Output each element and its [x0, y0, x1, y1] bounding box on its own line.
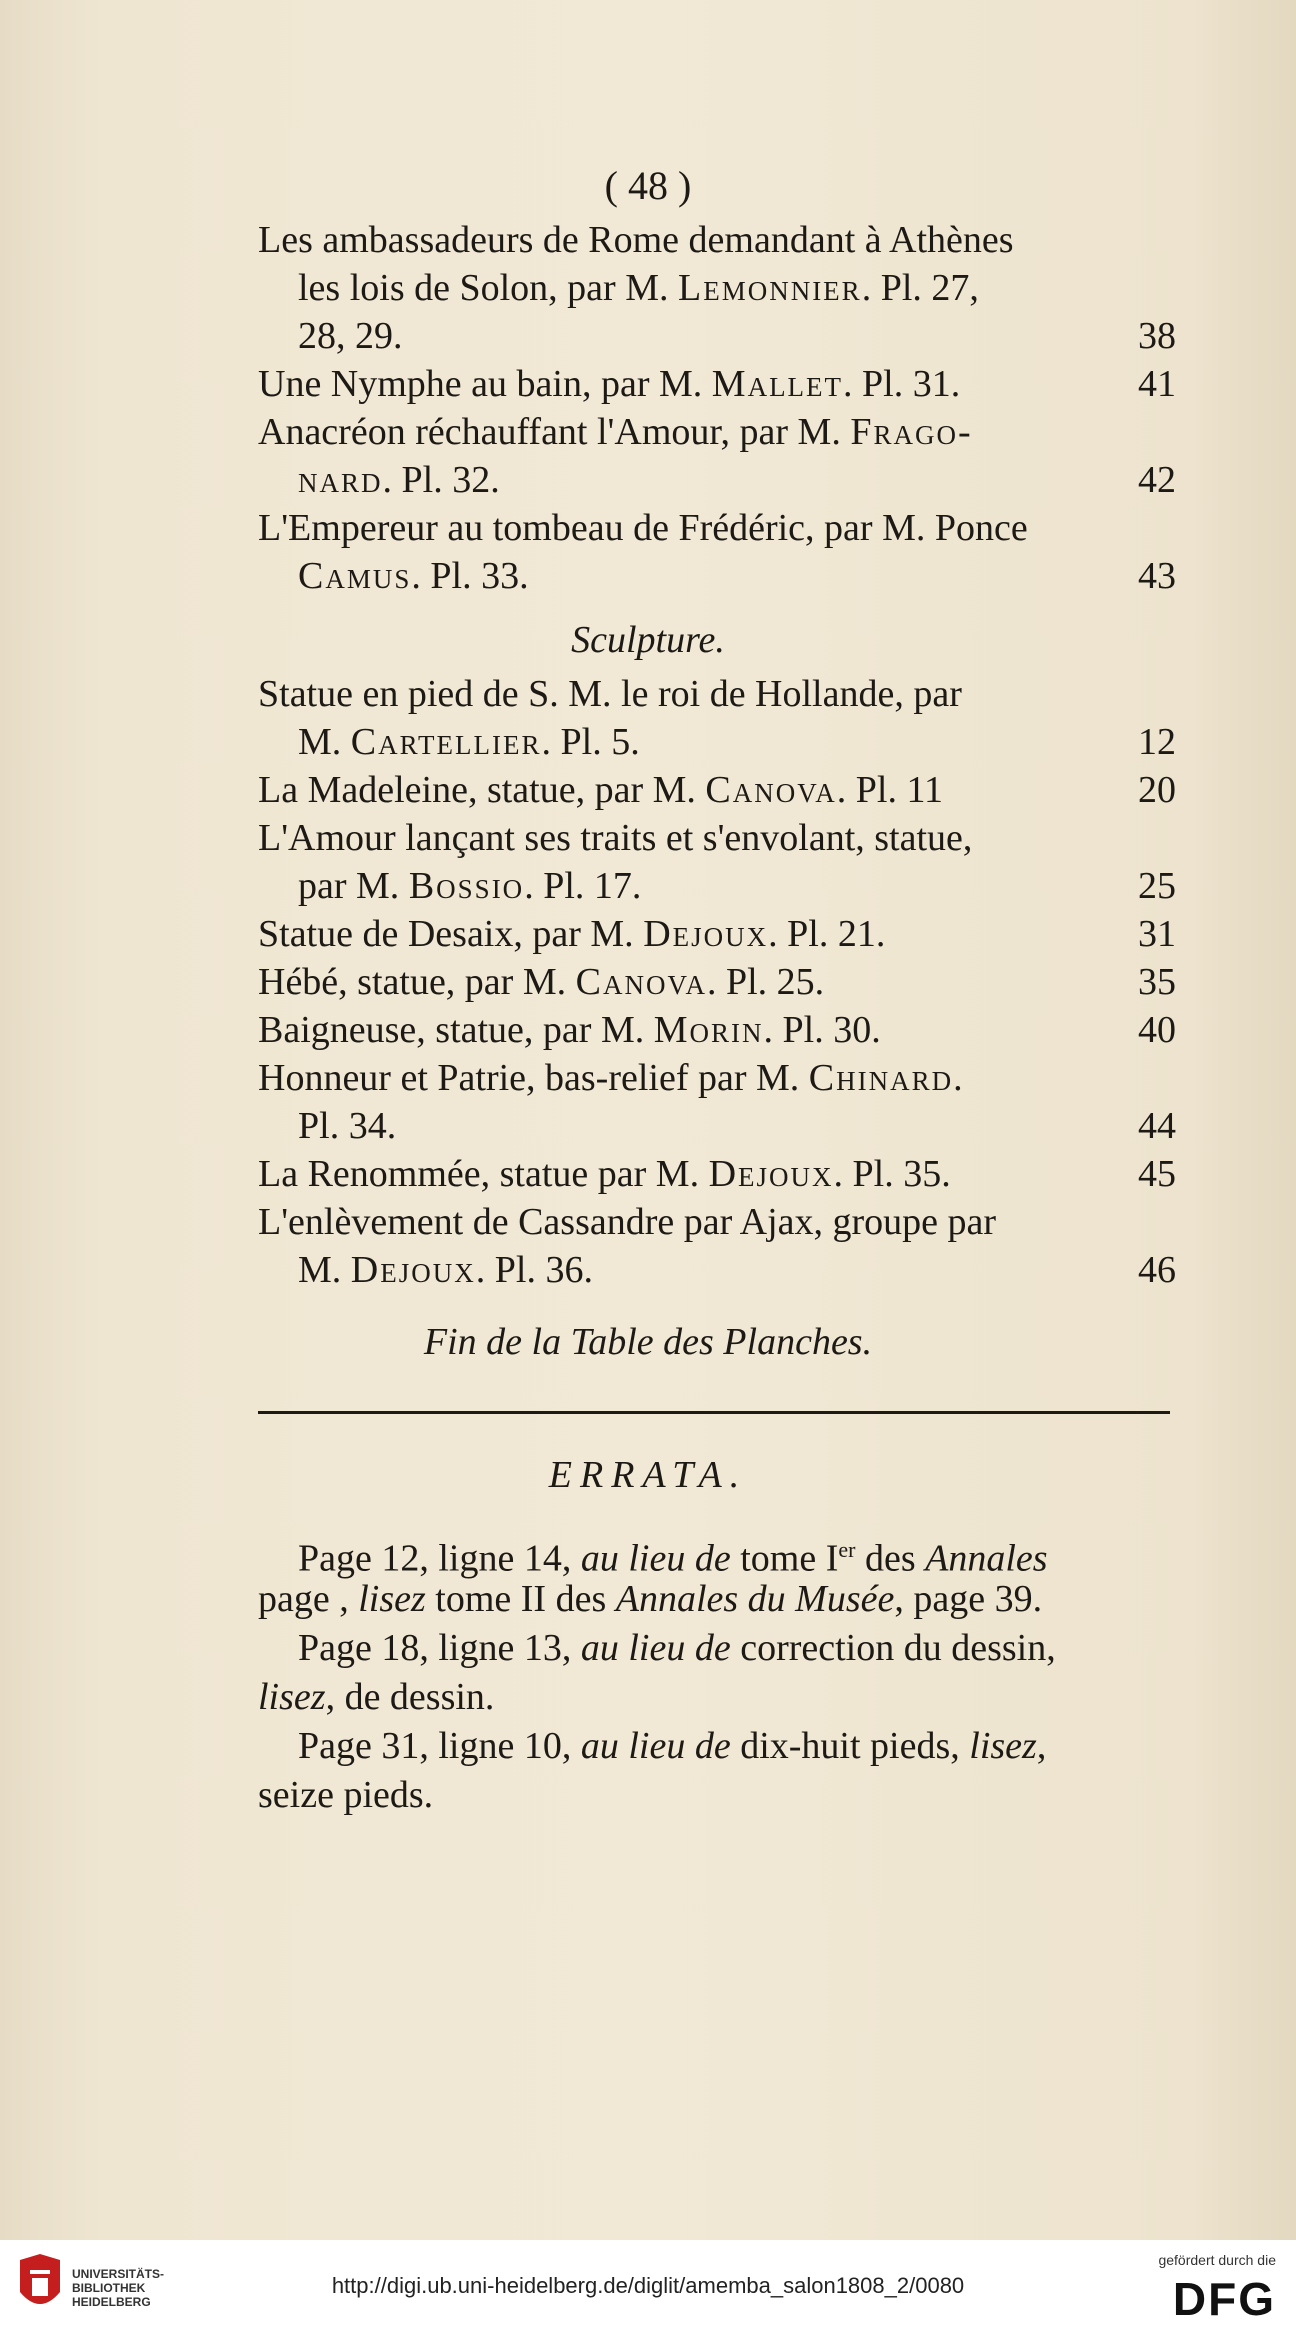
entry-line [258, 816, 972, 860]
text-run: . Pl. 35. [833, 1153, 951, 1195]
text-run: Page 12, ligne 14, [298, 1537, 581, 1580]
errata-line [298, 1626, 1056, 1670]
text-run: , de dessin. [325, 1676, 495, 1718]
text-run: . Pl. 31. [843, 363, 961, 405]
entry-line [298, 1104, 396, 1148]
entry-line [258, 960, 824, 1004]
entry-line [298, 1248, 593, 1292]
text-run: Bossio [408, 865, 525, 907]
library-line: HEIDELBERG [72, 2295, 151, 2309]
text-run: . Pl. 27, [861, 267, 979, 309]
entry-line [258, 1152, 951, 1196]
text-run: tome II des [425, 1578, 616, 1620]
footer-bar [0, 2240, 1296, 2335]
entry-page-number: 40 [1138, 1009, 1176, 1051]
text-run: Lemonnier [677, 267, 862, 309]
text-run: Annales [925, 1537, 1048, 1580]
entry-line [258, 410, 973, 454]
text-run: Anacréon réchauffant l'Amour, par M. [258, 411, 851, 453]
text-run: au lieu de [580, 1537, 731, 1580]
text-run: . Pl. 30. [763, 1009, 881, 1051]
errata-line [298, 1528, 1048, 1581]
divider-rule [258, 1411, 1170, 1414]
text-run: Morin [653, 1009, 764, 1051]
entry-line [258, 506, 1028, 550]
text-run: Camus [298, 555, 412, 597]
text-run: . Pl. 36. [475, 1249, 593, 1291]
text-run: des [855, 1537, 926, 1580]
text-run: Pl. 34. [298, 1105, 397, 1147]
text-run: correction du dessin, [730, 1627, 1056, 1669]
text-run: Chinard [808, 1057, 954, 1099]
text-run: L'Empereur au tombeau de Frédéric, par M. Ponce [258, 507, 1028, 549]
text-run: lisez [358, 1578, 426, 1620]
text-run: M. [298, 721, 351, 763]
text-run: seize pieds. [258, 1774, 434, 1816]
entry-line [258, 672, 962, 716]
text-run: Annales du Musée [615, 1578, 895, 1620]
text-run: tome I [730, 1537, 839, 1580]
text-run: Cartellier [350, 721, 542, 763]
text-run: Les ambassadeurs de Rome demandant à Athènes [258, 219, 1014, 261]
entry-line [258, 768, 943, 812]
text-run: dix-huit pieds, [730, 1725, 970, 1767]
entry-page-number: 25 [1138, 865, 1176, 907]
text-run: , [1036, 1725, 1047, 1767]
text-run: par M. [298, 865, 409, 907]
entry-line [258, 218, 1014, 262]
text-run: . Pl. 25. [706, 961, 825, 1003]
text-run: les lois de Solon, par M. [298, 267, 678, 309]
text-run: Une Nymphe au bain, par M. [258, 363, 712, 405]
entry-page-number: 12 [1138, 721, 1176, 763]
text-run: Mallet [711, 363, 844, 405]
dfg-logo: DFG [1172, 2273, 1276, 2325]
entry-line [298, 458, 500, 502]
entry-line [298, 720, 640, 764]
text-run: Dejoux [643, 913, 769, 955]
entry-page-number: 43 [1138, 555, 1176, 597]
entry-line [258, 1056, 963, 1100]
entry-line [298, 864, 641, 908]
text-run: . Pl. 11 [836, 769, 944, 811]
entry-page-number: 20 [1138, 769, 1176, 811]
entry-page-number: 46 [1138, 1249, 1176, 1291]
text-run: . [953, 1057, 963, 1099]
errata-line [298, 1724, 1046, 1768]
entry-line [298, 266, 979, 310]
entry-line [258, 912, 885, 956]
text-run: . Pl. 32. [382, 459, 500, 501]
text-run: Canova [705, 769, 837, 811]
text-run: M. [298, 1249, 351, 1291]
text-run: lisez [969, 1725, 1037, 1767]
entry-line [258, 362, 960, 406]
text-run: Canova [575, 961, 707, 1003]
entry-page-number: 41 [1138, 363, 1176, 405]
text-run: Honneur et Patrie, bas-relief par M. [258, 1057, 809, 1099]
text-run: au lieu de [580, 1725, 731, 1767]
entry-page-number: 44 [1138, 1105, 1176, 1147]
entry-line [298, 554, 529, 598]
errata-heading: ERRATA. [548, 1454, 748, 1496]
errata-line [258, 1773, 433, 1817]
text-run: . Pl. 5. [541, 721, 640, 763]
errata-line [258, 1577, 1042, 1621]
text-run: , page 39. [894, 1578, 1043, 1620]
text-run: La Renommée, statue par M. [258, 1153, 709, 1195]
text-run: 28, 29. [298, 315, 403, 357]
text-run: Dejoux [708, 1153, 834, 1195]
entry-page-number: 42 [1138, 459, 1176, 501]
entry-page-number: 45 [1138, 1153, 1176, 1195]
text-run: L'enlèvement de Cassandre par Ajax, groupe par [258, 1201, 997, 1243]
text-run: Hébé, statue, par M. [258, 961, 576, 1003]
text-run: . Pl. 21. [768, 913, 886, 955]
text-run: La Madeleine, statue, par M. [258, 769, 706, 811]
permalink-url[interactable]: http://digi.ub.uni-heidelberg.de/diglit/amemba_salon1808_2/0080 [331, 2273, 965, 2298]
text-run: Statue en pied de S. M. le roi de Hollande, par [258, 673, 962, 715]
text-run: lisez [258, 1676, 326, 1718]
text-run: au lieu de [580, 1627, 731, 1669]
text-run: Dejoux [350, 1249, 476, 1291]
entry-line [258, 1008, 881, 1052]
text-run: er [838, 1537, 856, 1562]
section-heading-sculpture: Sculpture. [571, 619, 725, 661]
text-run: Statue de Desaix, par M. [258, 913, 644, 955]
text-run: Page 18, ligne 13, [298, 1627, 581, 1669]
text-run: . Pl. 17. [524, 865, 642, 907]
page-number: ( 48 ) [604, 163, 692, 208]
entry-line [258, 1200, 996, 1244]
entry-page-number: 31 [1138, 913, 1176, 955]
library-line: BIBLIOTHEK [72, 2281, 146, 2295]
text-run: . Pl. 33. [411, 555, 529, 597]
text-run: nard [298, 459, 383, 501]
errata-line [258, 1675, 494, 1719]
text-run: page , [258, 1578, 359, 1620]
entry-page-number: 35 [1138, 961, 1176, 1003]
text-run: Page 31, ligne 10, [298, 1725, 581, 1767]
funder-caption: gefördert durch die [1158, 2252, 1276, 2268]
text-run: Frago- [850, 411, 973, 453]
entry-page-number: 38 [1138, 315, 1176, 357]
text-run: Baigneuse, statue, par M. [258, 1009, 654, 1051]
end-of-table-note: Fin de la Table des Planches. [423, 1321, 873, 1363]
entry-line [298, 314, 403, 358]
text-run: L'Amour lançant ses traits et s'envolant, statue, [258, 817, 973, 859]
library-line: UNIVERSITÄTS- [72, 2267, 165, 2281]
